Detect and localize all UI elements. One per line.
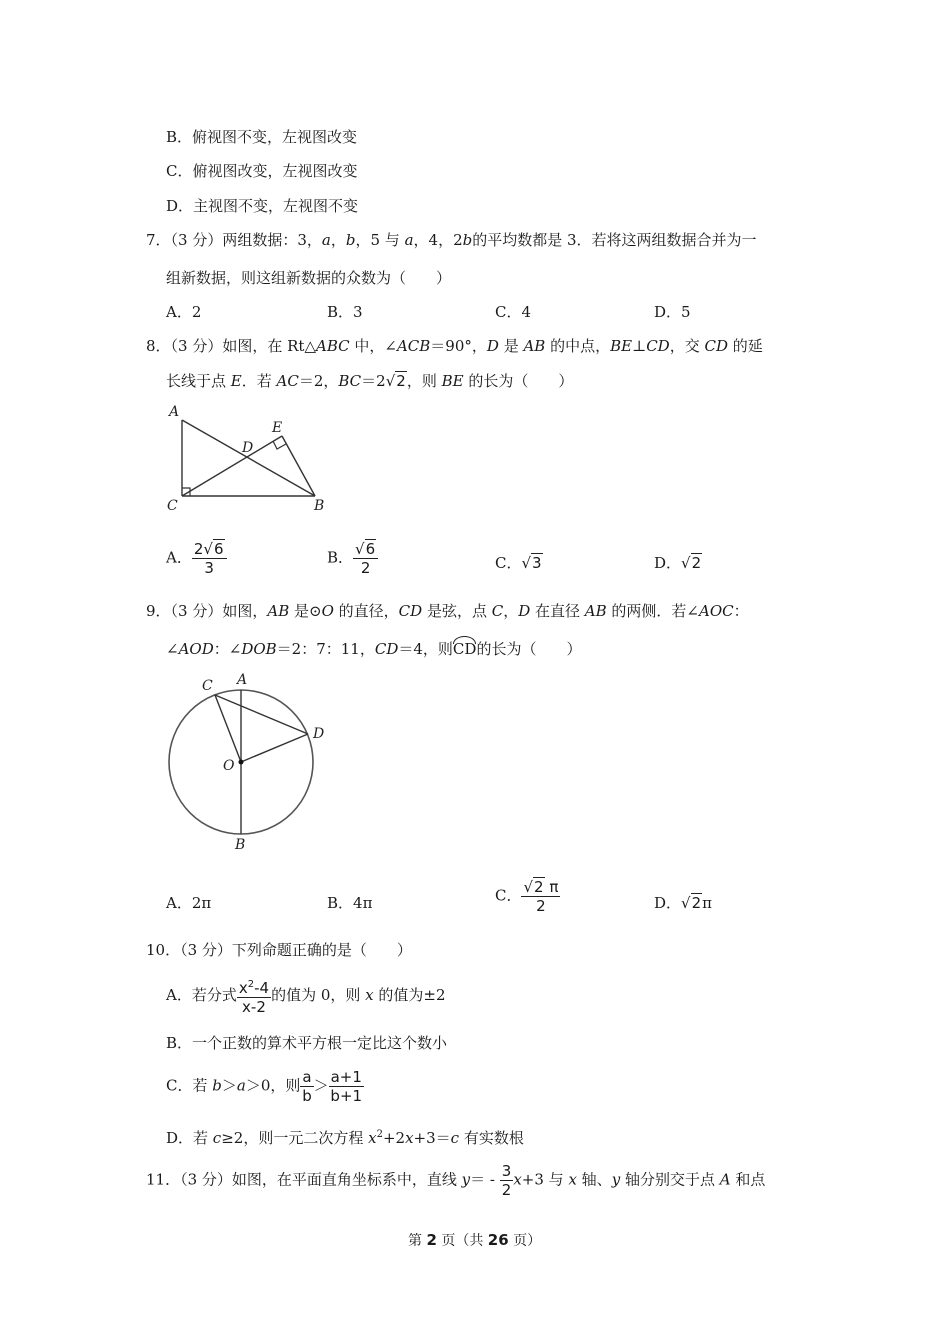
q9-option-b: B．4π — [327, 894, 373, 912]
q7-stem-line1: 7．（3 分）两组数据：3，a，b，5 与 a，4，2b的平均数都是 3．若将这两组数据合并为一 — [146, 231, 757, 249]
q9-option-c: C． $\frac{√2 \pi}{2}$ — [495, 878, 559, 915]
q10-stem: 10．（3 分）下列命题正确的是（ ） — [146, 941, 412, 959]
label-e: E — [272, 420, 283, 436]
q9-stem-line2: ∠AOD：∠DOB＝2：7：11，CD＝4，则CD的长为（ ） — [166, 636, 581, 659]
page-footer: 第 2 页（共 26 页） — [408, 1231, 542, 1249]
q10-option-c: C．若 b＞a＞0，则 $\frac{a}{b}$ ＞ $\frac{a+1}{b+1}$ — [166, 1068, 363, 1105]
q6-option-b: B．俯视图不变，左视图改变 — [166, 128, 358, 146]
page-total: 26 — [487, 1231, 509, 1249]
q8-option-b: B． $\frac{√6}{2}$ — [327, 540, 378, 577]
q6-option-d: D．主视图不变，左视图不变 — [166, 197, 359, 215]
q7-option-c: C．4 — [495, 303, 532, 321]
q6-option-c: C．俯视图改变，左视图改变 — [166, 162, 358, 180]
page-number: 2 — [426, 1231, 437, 1249]
arc-cd: CD — [453, 636, 477, 658]
label-b: B — [235, 837, 246, 853]
q11-stem-line1: 11．（3 分）如图，在平面直角坐标系中，直线 y＝ - $\frac{3}{2}$ x+3 与 x 轴、y 轴分别交于点 A 和点 — [146, 1162, 766, 1199]
q8-triangle-figure — [160, 400, 340, 518]
right-angle-e — [273, 441, 286, 449]
q9-option-a: A．2π — [166, 894, 212, 912]
label-b: B — [314, 498, 325, 514]
line-ce — [182, 436, 282, 496]
q8-option-c: C．√3 — [495, 554, 542, 572]
label-c: C — [202, 678, 213, 694]
label-d: D — [242, 440, 254, 456]
q8-sqrt2: √2 — [385, 372, 406, 390]
label-d: D — [313, 726, 325, 742]
q9-circle-figure — [160, 668, 340, 858]
q7-option-d: D．5 — [654, 303, 691, 321]
label-c: C — [167, 498, 178, 514]
q9-stem-line1: 9．（3 分）如图，AB 是⊙O 的直径，CD 是弦，点 C，D 在直径 AB 的两侧．若∠AOC： — [146, 602, 749, 620]
q8-option-d: D．√2 — [654, 554, 702, 572]
label-a: A — [169, 404, 180, 420]
q10-option-d: D．若 c≥2，则一元二次方程 $x^2+2x+3=c$ 有实数根 — [166, 1129, 524, 1147]
q8-stem-line1: 8．（3 分）如图，在 Rt△ABC 中，∠ACB＝90°，D 是 AB 的中点，BE⊥CD，交 CD 的延 — [146, 337, 763, 355]
q9-option-d: D．√2π — [654, 894, 712, 912]
label-o: O — [223, 758, 235, 774]
radius-oc — [215, 695, 241, 762]
q8-option-a: A． $\frac{2√6}{3}$ — [166, 540, 227, 577]
q10-option-a: A．若分式 $\frac{x^2-4}{x-2}$ 的值为 0，则 x 的值为±2 — [166, 976, 446, 1016]
q7-stem-line2: 组新数据，则这组新数据的众数为（ ） — [166, 269, 452, 287]
q10-option-b: B．一个正数的算术平方根一定比这个数小 — [166, 1034, 448, 1052]
q8-stem-line2: 长线于点 E．若 AC＝2，BC＝2√2，则 BE 的长为（ ） — [166, 372, 574, 390]
center-dot — [239, 760, 244, 765]
q7-option-b: B．3 — [327, 303, 363, 321]
radius-od — [241, 734, 308, 762]
q7-option-a: A．2 — [166, 303, 202, 321]
label-a: A — [237, 672, 248, 688]
